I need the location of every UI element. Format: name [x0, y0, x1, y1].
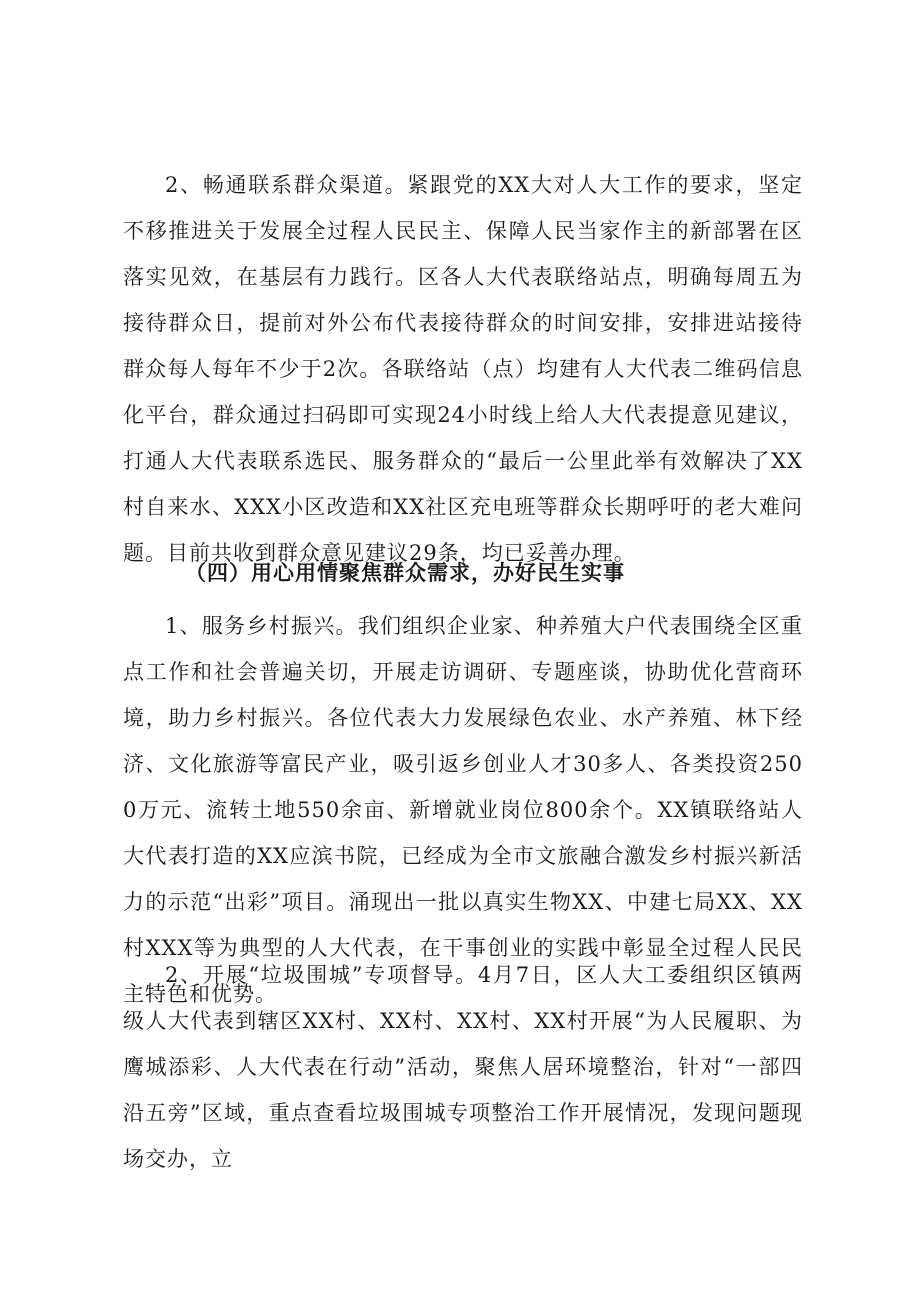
section-heading: （四）用心用情聚焦群众需求，办好民生实事: [185, 560, 625, 585]
paragraph-rural-revitalization: 1、服务乡村振兴。我们组织企业家、种养殖大户代表围绕全区重点工作和社会普遍关切，开展走访调研、专题座谈，协助优化营商环境，助力乡村振兴。各位代表大力发展绿色农业、水产养殖、林下经济、文化旅游等富民产业，吸引返乡创业人才30多人、各类投资2500万元、流转土地550余亩、新增就业岗位800余个。XX镇联络站人大代表打造的XX应滨书院，已经成为全市文旅融合激发乡村振兴新活力的示范“出彩”项目。涌现出一批以真实生物XX、中建七局XX、XX村XXX等为典型的人大代表，在干事创业的实践中彰显全过程人民民主特色和优势。: [123, 614, 803, 1006]
paragraph-garbage-supervision: 2、开展“垃圾围城”专项督导。4月7日，区人大工委组织区镇两级人大代表到辖区XX村、XX村、XX村、XX村开展“为人民履职、为鹰城添彩、人大代表在行动”活动，聚焦人居环境整治，针对“一部四沿五旁”区域，重点查看垃圾围城专项整治工作开展情况，发现问题现场交办，立: [123, 963, 803, 1171]
paragraph-contact-channels: 2、畅通联系群众渠道。紧跟党的XX大对人大工作的要求，坚定不移推进关于发展全过程人民民主、保障人民当家作主的新部署在区落实见效，在基层有力践行。区各人大代表联络站点，明确每周五为接待群众日，提前对外公布代表接待群众的时间安排，安排进站接待群众每人每年不少于2次。各联络站（点）均建有人大代表二维码信息化平台，群众通过扫码即可实现24小时线上给人大代表提意见建议，打通人大代表联系选民、服务群众的“最后一公里此举有效解决了XX村自来水、XXX小区改造和XX社区充电班等群众长期呼吁的老大难问题。目前共收到群众意见建议29条，均已妥善办理。: [123, 173, 803, 565]
